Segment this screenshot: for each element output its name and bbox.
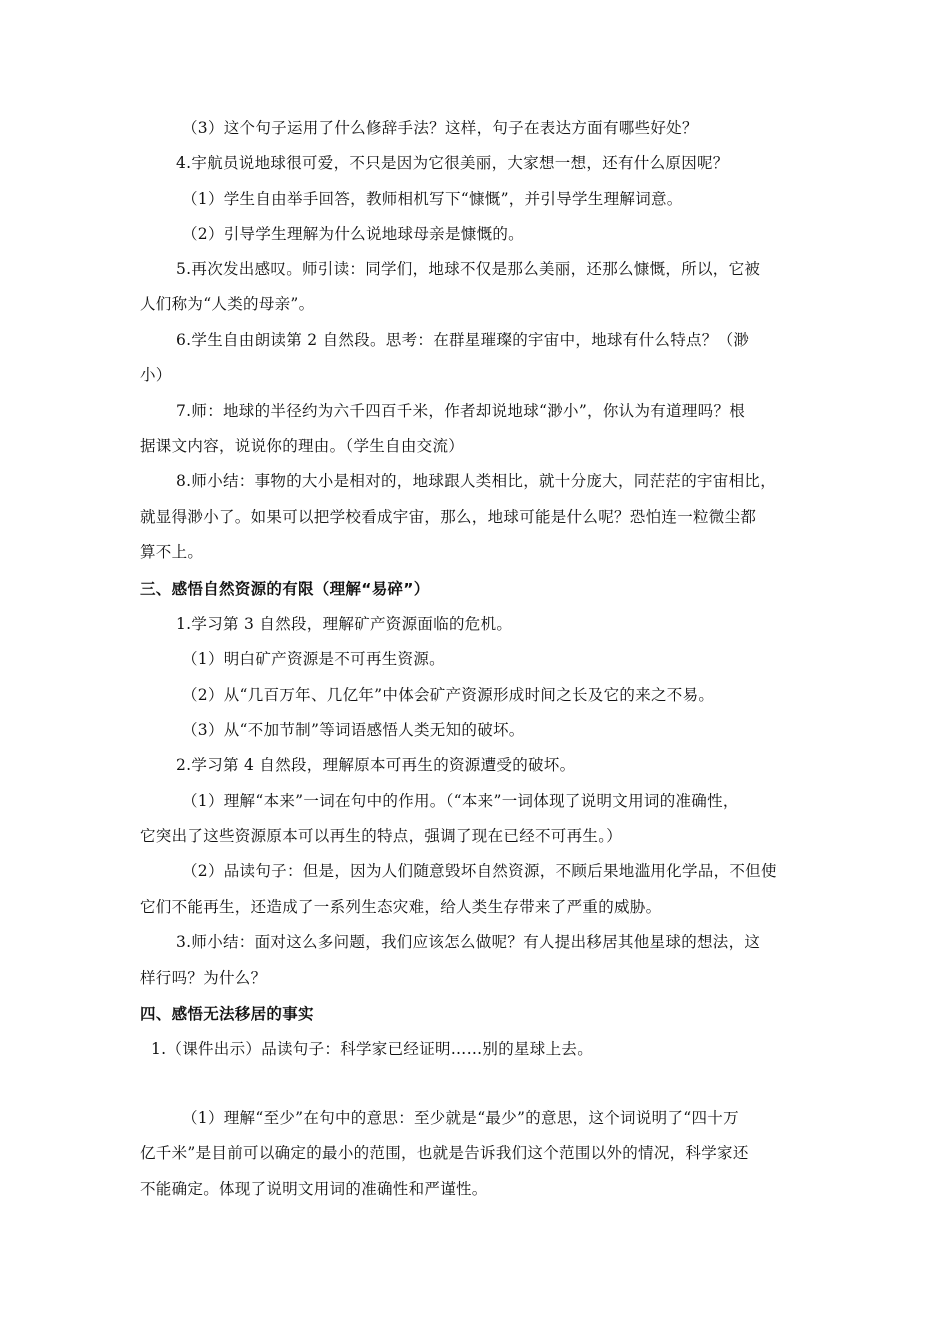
text-line: 算不上。 [140,543,204,561]
text-line: 5.再次发出感叹。师引读：同学们，地球不仅是那么美丽，还那么慷慨，所以，它被 [176,260,761,278]
text-line: （3）从“不加节制”等词语感悟人类无知的破坏。 [182,721,525,739]
text-line: （2）引导学生理解为什么说地球母亲是慷慨的。 [182,225,524,243]
text-line: 它突出了这些资源原本可以再生的特点，强调了现在已经不可再生。） [140,827,623,845]
text-line: 不能确定。体现了说明文用词的准确性和严谨性。 [140,1180,488,1198]
text-line: 3.师小结：面对这么多问题，我们应该怎么做呢？有人提出移居其他星球的想法，这 [176,933,761,951]
text-line: 1.学习第 3 自然段，理解矿产资源面临的危机。 [176,615,513,633]
text-line: 1.（课件出示）品读句子：科学家已经证明……别的星球上去。 [151,1040,593,1058]
text-line: （1）学生自由举手回答，教师相机写下“慷慨”，并引导学生理解词意。 [182,190,683,208]
text-line: 样行吗？为什么？ [140,969,267,987]
text-line: （2）从“几百万年、几亿年”中体会矿产资源形成时间之长及它的来之不易。 [182,686,715,704]
text-line: 2.学习第 4 自然段，理解原本可再生的资源遭受的破坏。 [176,756,576,774]
text-line: （2）品读句子：但是，因为人们随意毁坏自然资源，不顾后果地滥用化学品，不但使 [182,862,777,880]
section-heading: 四、感悟无法移居的事实 [140,1005,314,1023]
text-line: 亿千米”是目前可以确定的最小的范围，也就是告诉我们这个范围以外的情况，科学家还 [140,1144,749,1162]
text-line: 小） [140,366,172,384]
section-heading: 三、感悟自然资源的有限（理解“易碎”） [140,580,430,598]
text-line: 人们称为“人类的母亲”。 [140,295,315,313]
text-line: （1）理解“至少”在句中的意思：至少就是“最少”的意思，这个词说明了“四十万 [182,1109,739,1127]
text-line: 它们不能再生，还造成了一系列生态灾难，给人类生存带来了严重的威胁。 [140,898,662,916]
text-line: 就显得渺小了。如果可以把学校看成宇宙，那么，地球可能是什么呢？恐怕连一粒微尘都 [140,508,757,526]
text-line: 8.师小结：事物的大小是相对的，地球跟人类相比，就十分庞大，同茫茫的宇宙相比， [176,472,776,490]
text-line: 据课文内容，说说你的理由。（学生自由交流） [140,437,465,455]
text-line: 6.学生自由朗读第 2 自然段。思考：在群星璀璨的宇宙中，地球有什么特点？（渺 [176,331,750,349]
text-line: （1）理解“本来”一词在句中的作用。（“本来”一词体现了说明文用词的准确性， [182,792,739,810]
text-line: （3）这个句子运用了什么修辞手法？这样，句子在表达方面有哪些好处？ [182,119,698,137]
text-line: 7.师：地球的半径约为六千四百千米，作者却说地球“渺小”，你认为有道理吗？根 [176,402,746,420]
text-line: 4.宇航员说地球很可爱，不只是因为它很美丽，大家想一想，还有什么原因呢？ [176,154,729,172]
text-line: （1）明白矿产资源是不可再生资源。 [182,650,445,668]
